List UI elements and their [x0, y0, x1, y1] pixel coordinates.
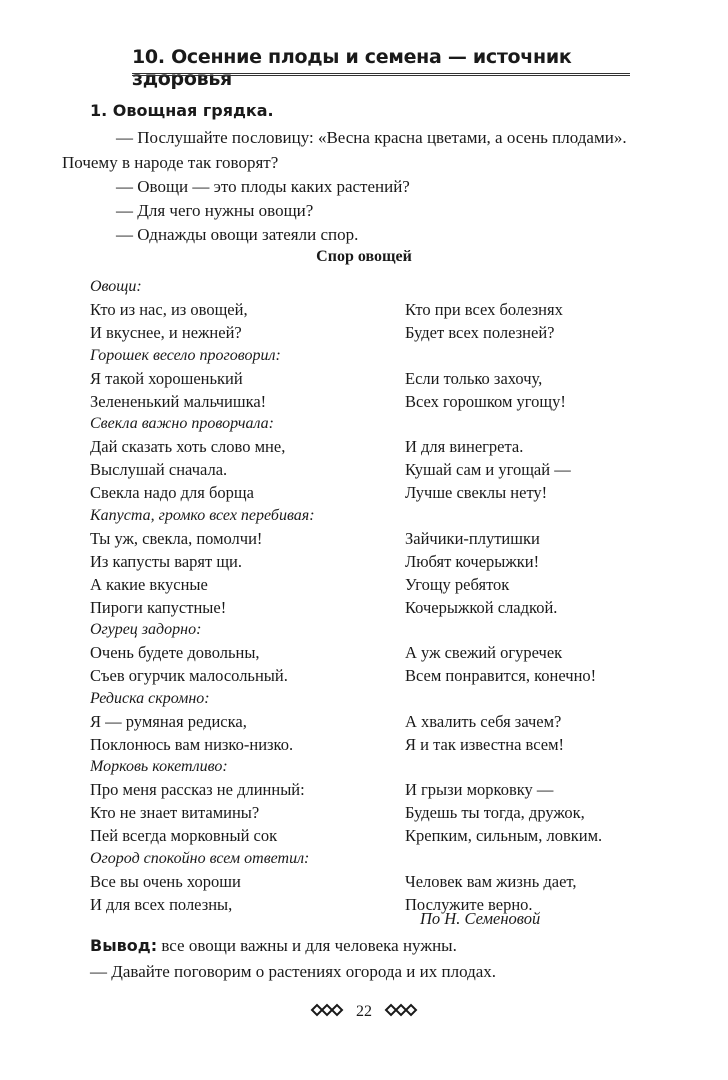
stanza: [405, 413, 705, 505]
verse-line: Зайчики-плутишки: [405, 528, 540, 548]
page-number: 22: [356, 1003, 372, 1021]
stanza: [90, 619, 390, 688]
ornament-left-icon: [310, 1003, 346, 1022]
verse-line: Свекла надо для борща: [90, 483, 254, 502]
stanza: [90, 505, 390, 620]
verse-line: Поклонюсь вам низко-низко.: [90, 734, 294, 754]
stanza: [405, 688, 705, 757]
verse-line: А хвалить себя зачем?: [405, 711, 562, 731]
verse-line: Пей всегда морковный сок: [90, 826, 278, 845]
verse-line: Угощу ребяток: [405, 574, 510, 594]
verse-line: Я — румяная редиска,: [90, 711, 247, 731]
intro-line: — Овощи — это плоды каких растений?: [116, 177, 410, 196]
stanza: [405, 505, 705, 620]
verse-line: И вкуснее, и нежней?: [90, 323, 242, 342]
poem-left-column: [90, 276, 390, 916]
chapter-title: 10. Осенние плоды и семена — источник здоровья: [132, 46, 572, 90]
stanza: [405, 756, 705, 848]
verse-line: Всех горошком угощу!: [405, 391, 566, 411]
intro-line: Почему в народе так говорят?: [62, 153, 279, 172]
stanza: [405, 345, 705, 414]
intro-line: — Послушайте пословицу: «Весна красна цветами, а осень плодами».: [116, 128, 627, 147]
verse-line: Пироги капустные!: [90, 597, 227, 617]
speaker-line: Капуста, громко всех перебивая:: [90, 506, 315, 524]
header-rule: [132, 73, 630, 76]
stanza: [405, 276, 705, 345]
conclusion-text: все овощи важны и для человека нужны.: [157, 936, 457, 955]
intro-line: — Однажды овощи затеяли спор.: [116, 225, 359, 244]
verse-line: Зелененький мальчишка!: [90, 391, 267, 411]
stanza: [405, 619, 705, 688]
section-title: 1. Овощная грядка.: [90, 101, 274, 120]
verse-line: И для всех полезны,: [90, 894, 233, 914]
speaker-line: Морковь кокетливо:: [90, 758, 228, 775]
verse-line: И грызи морковку —: [405, 780, 554, 799]
verse-line: Кушай сам и угощай —: [405, 460, 571, 479]
intro-line: — Для чего нужны овощи?: [116, 201, 314, 220]
verse-line: Любят кочерыжки!: [405, 551, 540, 571]
stanza: [90, 756, 390, 848]
verse-line: Крепким, сильным, ловким.: [405, 826, 603, 845]
verse-line: Кто не знает витамины?: [90, 803, 260, 822]
speaker-line: Огород спокойно всем ответил:: [90, 849, 310, 867]
page-footer: [0, 1003, 728, 1022]
stanza: [90, 688, 390, 757]
conclusion-label: Вывод:: [90, 936, 158, 955]
verse-line: Дай сказать хоть слово мне,: [90, 437, 286, 456]
speaker-line: Редиска скромно:: [90, 689, 210, 707]
stanza: [90, 345, 390, 414]
verse-line: Будешь ты тогда, дружок,: [405, 803, 585, 822]
verse-line: Я и так известна всем!: [405, 734, 565, 754]
verse-line: Послужите верно.: [405, 894, 533, 914]
verse-line: Кто из нас, из овощей,: [90, 300, 248, 319]
verse-line: Будет всех полезней?: [405, 323, 555, 342]
conclusion-line: [90, 936, 457, 956]
ornament-right-icon: [382, 1003, 418, 1022]
speaker-line: Огурец задорно:: [90, 621, 202, 638]
verse-line: Про меня рассказ не длинный:: [90, 780, 305, 799]
verse-line: Ты уж, свекла, помолчи!: [90, 528, 263, 548]
final-line: — Давайте поговорим о растениях огорода и их плодах.: [90, 962, 497, 981]
verse-line: Из капусты варят щи.: [90, 551, 242, 571]
stanza: [405, 848, 705, 917]
verse-line: Съев огурчик малосольный.: [90, 666, 288, 685]
verse-line: Человек вам жизнь дает,: [405, 871, 577, 891]
poem-right-column: [405, 276, 705, 916]
verse-line: А уж свежий огуречек: [405, 643, 563, 662]
speaker-line: Свекла важно проворчала:: [90, 415, 275, 432]
verse-line: И для винегрета.: [405, 437, 524, 456]
verse-line: Выслушай сначала.: [90, 460, 228, 479]
verse-line: А какие вкусные: [90, 574, 208, 594]
verse-line: Я такой хорошенький: [90, 368, 243, 388]
stanza: [90, 848, 390, 917]
poem-title: Спор овощей: [316, 248, 412, 265]
stanza: [90, 276, 390, 345]
verse-line: Очень будете довольны,: [90, 643, 260, 662]
stanza: [90, 413, 390, 505]
verse-line: Все вы очень хороши: [90, 871, 241, 891]
verse-line: Кочерыжкой сладкой.: [405, 597, 558, 617]
speaker-line: Овощи:: [90, 278, 142, 295]
verse-line: Кто при всех болезнях: [405, 300, 563, 319]
author-attribution: По Н. Семеновой: [420, 909, 541, 928]
speaker-line: Горошек весело проговорил:: [90, 346, 281, 364]
verse-line: Всем понравится, конечно!: [405, 666, 597, 685]
verse-line: Если только захочу,: [405, 368, 543, 388]
verse-line: Лучше свеклы нету!: [405, 483, 548, 502]
